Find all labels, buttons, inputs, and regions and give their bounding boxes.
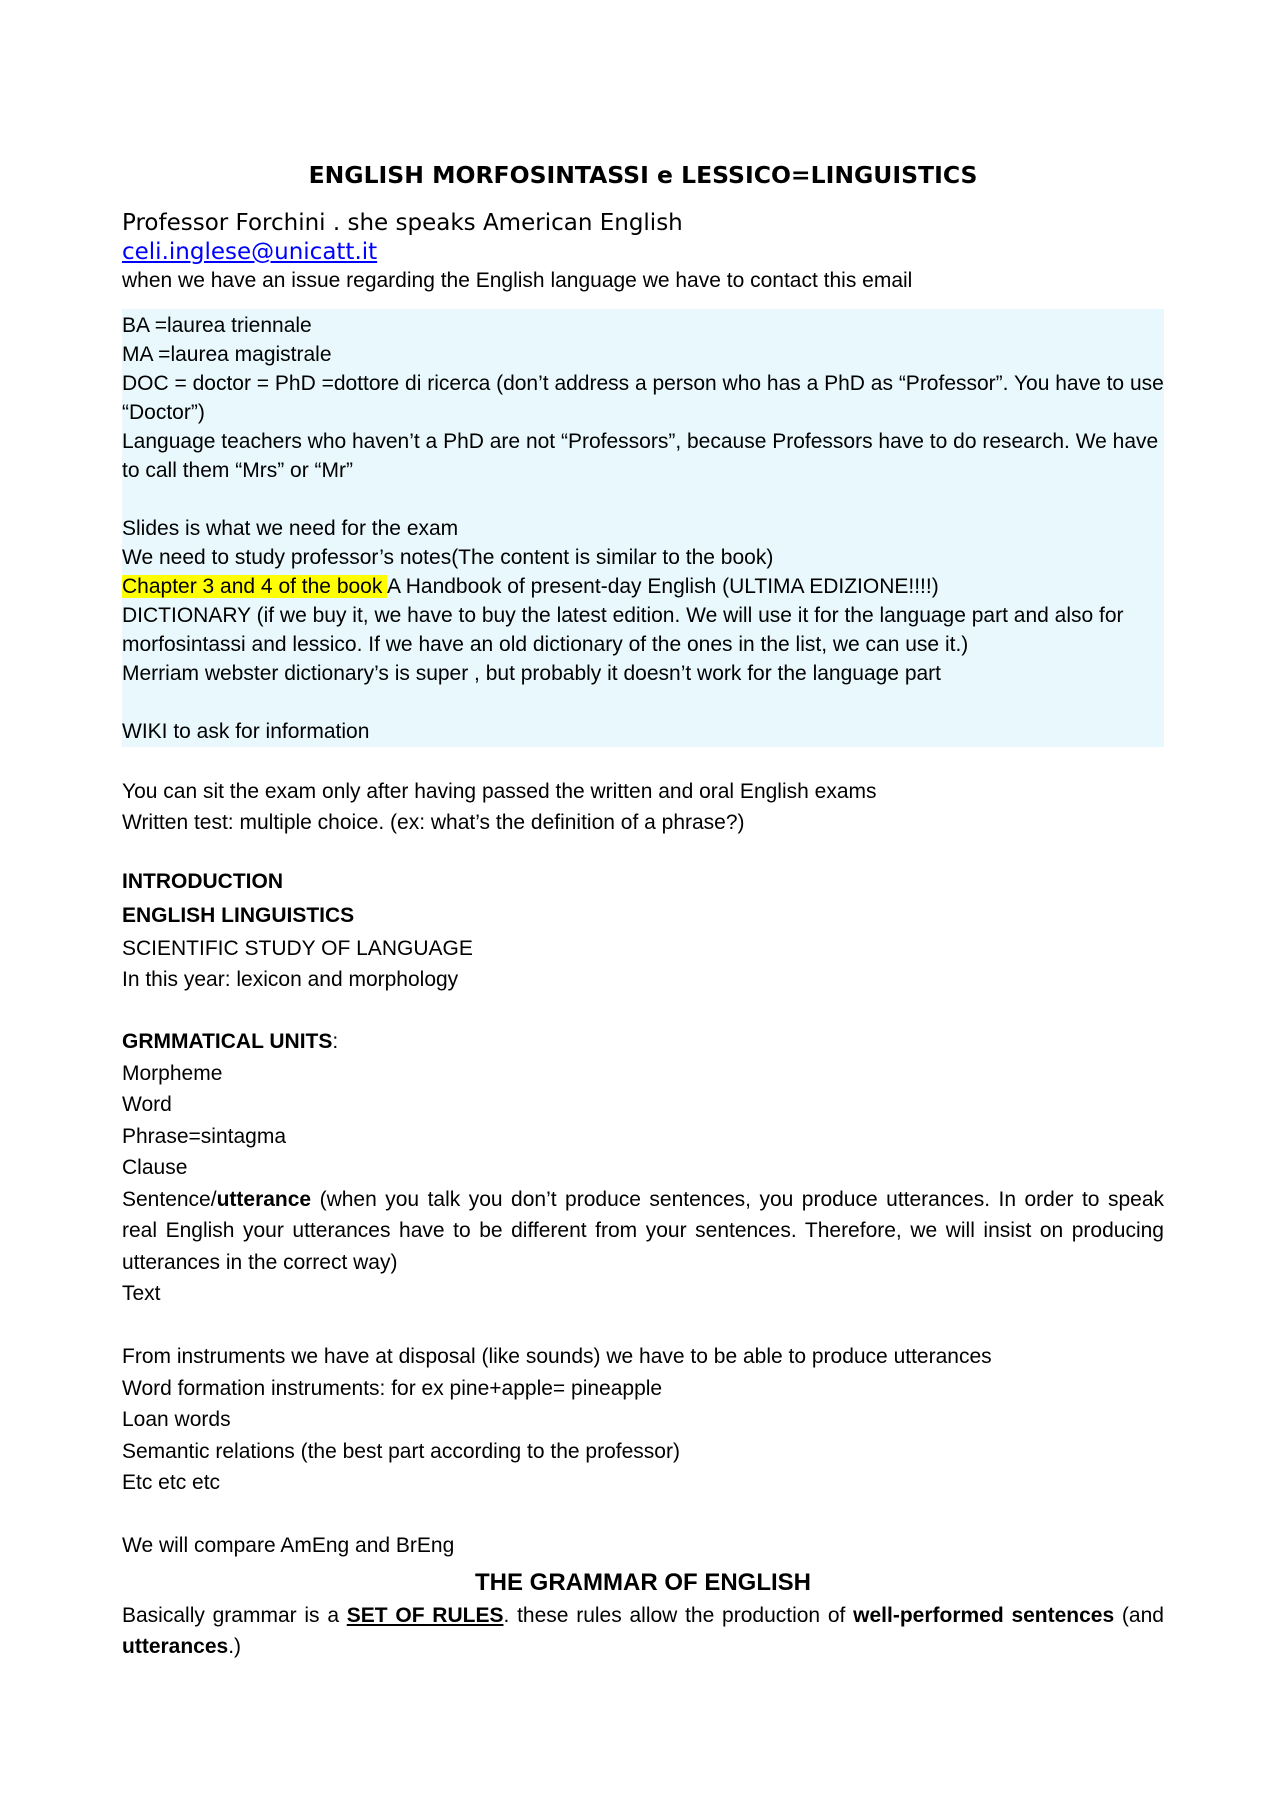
exam-line-2: Written test: multiple choice. (ex: what’s the definition of a phrase?): [122, 811, 745, 834]
chapter-rest: A Handbook of present-day English (ULTIMA EDIZIONE!!!!): [387, 575, 939, 598]
professor-line: Professor Forchini . she speaks American English: [122, 210, 683, 236]
utterances-bold: utterances: [122, 1635, 229, 1658]
shaded-notes-block: [122, 309, 1164, 747]
instrument-line: Loan words: [122, 1408, 231, 1431]
set-of-rules: SET OF RULES: [346, 1603, 504, 1627]
instrument-line: From instruments we have at disposal (like sounds) we have to be able to produce utterances: [122, 1345, 992, 1368]
unit-item: Phrase=sintagma: [122, 1124, 287, 1148]
email-link[interactable]: celi.inglese@unicatt.it: [122, 239, 378, 265]
units-heading-colon: :: [332, 1030, 339, 1053]
scientific-line: SCIENTIFIC STUDY OF LANGUAGE: [122, 937, 473, 960]
sentence-paragraph: [122, 1184, 1164, 1279]
grammar-p2: . these rules allow the production of: [503, 1603, 854, 1627]
introduction-heading: INTRODUCTION: [122, 870, 283, 893]
sentence-prefix: Sentence/: [122, 1187, 217, 1211]
merriam-line: Merriam webster dictionary’s is super , but probably it doesn’t work for the language part: [122, 662, 942, 685]
blank-line: [122, 485, 1164, 514]
instrument-line: Semantic relations (the best part according to the professor): [122, 1439, 680, 1463]
ma-line: MA =laurea magistrale: [122, 343, 332, 366]
grammar-paragraph: [122, 1600, 1164, 1663]
grammar-p3: (and: [1114, 1603, 1164, 1627]
teachers-line: Language teachers who haven’t a PhD are not “Professors”, because Professors have to do research. We have to call them “Mrs” or “Mr”: [122, 430, 1159, 482]
utterance-bold: utterance: [216, 1187, 312, 1211]
this-year-line: In this year: lexicon and morphology: [122, 968, 459, 991]
dictionary-line: DICTIONARY (if we buy it, we have to buy the latest edition. We will use it for the language part and also for morfosintassi and lessico. If we have an old dictionary of the ones in the list, we can use it.): [122, 604, 1124, 656]
slides-line: Slides is what we need for the exam: [122, 517, 459, 540]
exam-line-1: You can sit the exam only after having passed the written and oral English exams: [122, 780, 877, 803]
chapter-line: [122, 572, 1164, 601]
unit-item-text: Text: [122, 1282, 161, 1305]
unit-item: Clause: [122, 1156, 188, 1179]
grammar-p1: Basically grammar is a: [122, 1603, 347, 1627]
instrument-line: Etc etc etc: [122, 1471, 221, 1494]
instrument-line: Word formation instruments: for ex pine+apple= pineapple: [122, 1376, 663, 1400]
email-note: when we have an issue regarding the English language we have to contact this email: [122, 269, 913, 292]
wiki-line: WIKI to ask for information: [122, 720, 370, 743]
units-heading: GRMMATICAL UNITS: [122, 1030, 333, 1053]
linguistics-heading: ENGLISH LINGUISTICS: [122, 904, 355, 927]
document-title: ENGLISH MORFOSINTASSI e LESSICO=LINGUISTICS: [308, 161, 978, 189]
grammar-heading: THE GRAMMAR OF ENGLISH: [475, 1568, 811, 1596]
ba-line: BA =laurea triennale: [122, 314, 312, 337]
unit-item: Word: [122, 1093, 172, 1116]
sentence-rest: (when you talk you don’t produce sentences, you produce utterances. In order to speak real English your utterances have to be different from your sentences. Therefore, we will insist on producing utterances in the correct way): [122, 1187, 1164, 1274]
chapter-highlight: Chapter 3 and 4 of the book: [122, 575, 388, 598]
doc-line: DOC = doctor = PhD =dottore di ricerca (don’t address a person who has a PhD as “Professor”. You have to use “Doctor”): [122, 372, 1164, 424]
unit-item: Morpheme: [122, 1061, 223, 1085]
document-body: [122, 160, 1164, 1663]
well-performed-sentences: well-performed sentences: [853, 1603, 1115, 1627]
blank-line: [122, 688, 1164, 717]
notes-line: We need to study professor’s notes(The content is similar to the book): [122, 546, 774, 569]
units-heading-line: [122, 1026, 1164, 1058]
grammar-p4: .): [228, 1635, 242, 1658]
compare-line: We will compare AmEng and BrEng: [122, 1534, 455, 1557]
